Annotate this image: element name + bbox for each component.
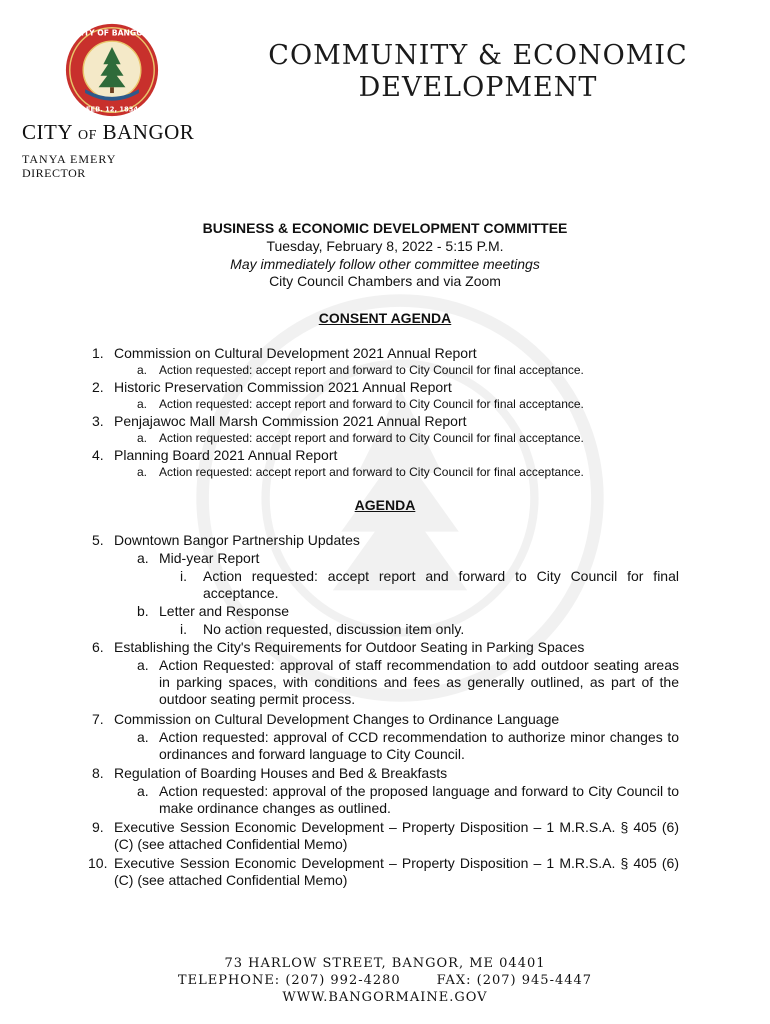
committee-title: BUSINESS & ECONOMIC DEVELOPMENT COMMITTEE bbox=[202, 220, 568, 236]
city-seal-logo bbox=[64, 22, 160, 118]
meeting-note: May immediately follow other committee meetings bbox=[230, 256, 540, 272]
agenda-heading: AGENDA bbox=[354, 497, 416, 513]
footer-phone: TELEPHONE: (207) 992-4280 FAX: (207) 945-4447 bbox=[177, 973, 593, 988]
meeting-datetime: Tuesday, February 8, 2022 - 5:15 P.M. bbox=[266, 238, 504, 254]
director-name: TANYA EMERY bbox=[22, 152, 117, 166]
svg-text:FEB. 12, 1834: FEB. 12, 1834 bbox=[85, 105, 139, 114]
director-title: DIRECTOR bbox=[22, 166, 86, 180]
svg-text:CITY OF BANGOR: CITY OF BANGOR bbox=[75, 28, 149, 38]
city-name: CITY OF BANGOR bbox=[22, 120, 195, 144]
footer-website: WWW.BANGORMAINE.GOV bbox=[282, 990, 488, 1005]
consent-agenda-heading: CONSENT AGENDA bbox=[318, 310, 452, 326]
department-title: COMMUNITY & ECONOMIC DEVELOPMENT bbox=[268, 40, 688, 103]
footer-address: 73 HARLOW STREET, BANGOR, ME 04401 bbox=[224, 956, 546, 971]
meeting-location: City Council Chambers and via Zoom bbox=[269, 273, 501, 289]
